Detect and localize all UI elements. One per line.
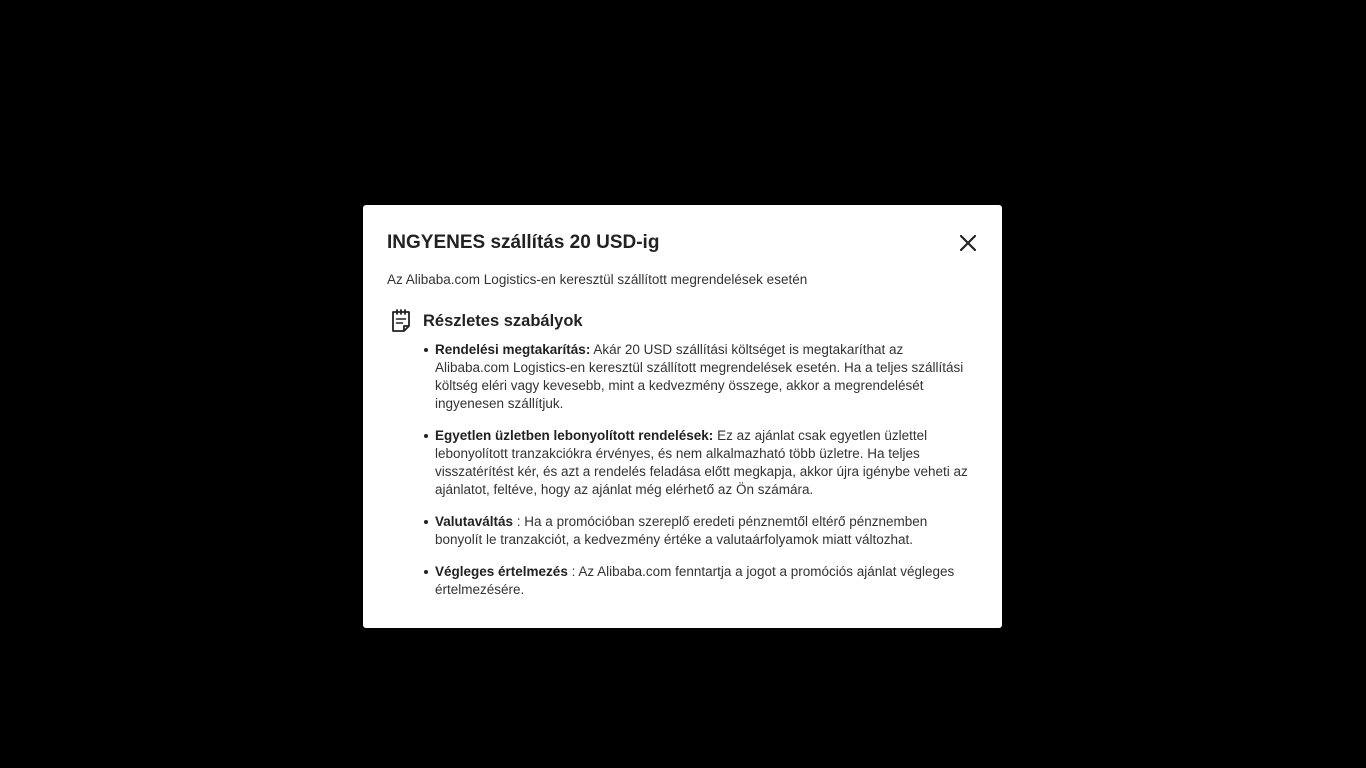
rules-header bbox=[387, 309, 978, 333]
rule-item-order-savings bbox=[435, 341, 978, 413]
rules-list bbox=[387, 341, 978, 599]
document-icon bbox=[389, 309, 413, 333]
rule-item-single-store bbox=[435, 427, 978, 499]
close-icon bbox=[959, 234, 977, 252]
rule-item-final-interpretation bbox=[435, 563, 978, 599]
rule-text: : Az Alibaba.com fenntartja a jogot a promóciós ajánlat végleges értelmezésére. bbox=[435, 564, 955, 597]
free-shipping-modal bbox=[363, 205, 1002, 628]
rule-item-currency bbox=[435, 513, 978, 549]
rule-label: Végleges értelmezés bbox=[435, 564, 568, 579]
rule-label: Valutaváltás bbox=[435, 514, 514, 529]
rule-text: Ez az ajánlat csak egyetlen üzlettel lebonyolított tranzakciókra érvényes, és nem alkalmazható több üzletre. Ha teljes visszatérítést kér, és azt a rendelés feladása előtt megkapja, akkor újra igénybe veheti az ajánlatot, feltéve, hogy az ajánlat még elérhető az Ön számára. bbox=[435, 428, 968, 497]
rule-text: Akár 20 USD szállítási költséget is megtakaríthat az Alibaba.com Logistics-en keresztül szállított megrendelések esetén. Ha a teljes szállítási költség eléri vagy kevesebb, mint a kedvezmény összege, akkor a megrendelését ingyenesen szállítjuk. bbox=[435, 342, 964, 411]
rule-text: : Ha a promócióban szereplő eredeti pénznemtől eltérő pénznemben bonyolít le tranzakciót, a kedvezmény értéke a valutaárfolyamok miatt változhat. bbox=[435, 514, 928, 547]
rule-label: Egyetlen üzletben lebonyolított rendelések: bbox=[435, 428, 714, 443]
modal-title: INGYENES szállítás 20 USD-ig bbox=[387, 232, 660, 253]
close-button[interactable] bbox=[956, 231, 980, 255]
rules-title: Részletes szabályok bbox=[423, 311, 583, 330]
modal-subtitle: Az Alibaba.com Logistics-en keresztül szállított megrendelések esetén bbox=[387, 272, 808, 287]
rule-label: Rendelési megtakarítás: bbox=[435, 342, 591, 357]
modal-header bbox=[387, 231, 978, 255]
